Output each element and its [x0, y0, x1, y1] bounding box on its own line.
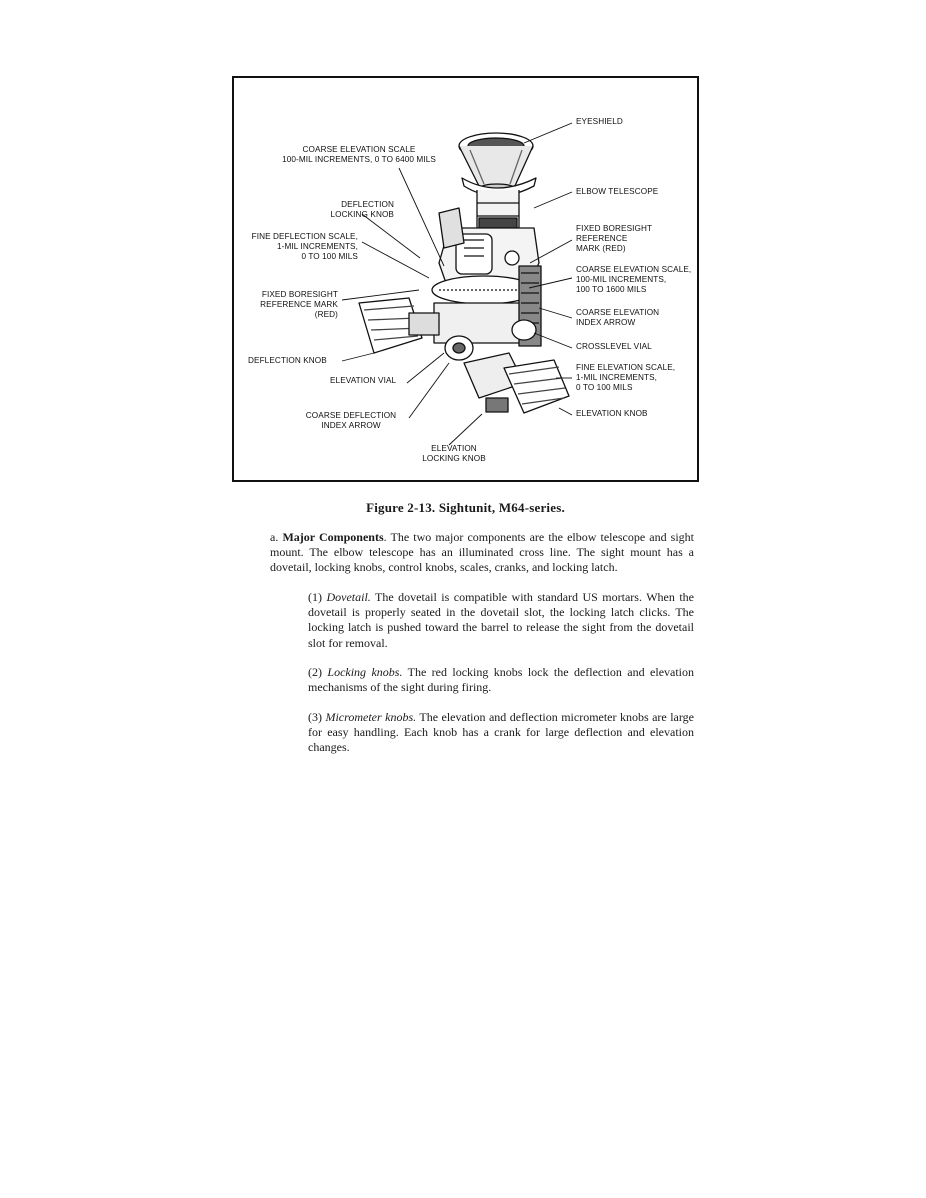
- label-elevation-vial: ELEVATION VIAL: [330, 376, 397, 385]
- label-fine-deflection-scale: FINE DEFLECTION SCALE, 1-MIL INCREMENTS, 0 TO 100 MILS: [251, 232, 358, 261]
- label-fixed-boresight-right: FIXED BORESIGHT REFERENCE MARK (RED): [576, 224, 653, 253]
- label-coarse-elevation-scale-top: COARSE ELEVATION SCALE 100-MIL INCREMENTS, 0 TO 6400 MILS: [282, 145, 436, 164]
- paragraph-dovetail: [308, 590, 694, 651]
- para-heading: Micrometer knobs.: [325, 710, 417, 724]
- para-prefix: (1): [308, 590, 327, 604]
- para-heading: Major Components: [282, 530, 384, 544]
- para-text: The elevation and deflection micrometer knobs are large for easy handling. Each knob has a crank for large deflection and elevation changes.: [308, 710, 694, 755]
- label-elevation-locking-knob: ELEVATION LOCKING KNOB: [422, 444, 486, 463]
- label-deflection-knob: DEFLECTION KNOB: [248, 356, 327, 365]
- label-elbow-telescope: ELBOW TELESCOPE: [576, 187, 659, 196]
- paragraph-micrometer-knobs: [308, 710, 694, 756]
- label-coarse-elevation-index-arrow: COARSE ELEVATION INDEX ARROW: [576, 308, 660, 327]
- label-deflection-locking-knob: DEFLECTION LOCKING KNOB: [330, 200, 394, 219]
- para-text: The dovetail is compatible with standard US mortars. When the dovetail is properly seated in the dovetail slot, the locking latch clicks. The locking latch is pushed toward the barrel to release the sight from the dovetail slot for removal.: [308, 590, 694, 650]
- label-fixed-boresight-left: FIXED BORESIGHT REFERENCE MARK (RED): [260, 290, 338, 319]
- figure-caption: Figure 2-13. Sightunit, M64-series.: [366, 500, 565, 515]
- para-prefix: a.: [270, 530, 283, 544]
- label-fine-elevation-scale: FINE ELEVATION SCALE, 1-MIL INCREMENTS, 0 TO 100 MILS: [576, 363, 676, 392]
- label-elevation-knob: ELEVATION KNOB: [576, 409, 648, 418]
- label-eyeshield: EYESHIELD: [576, 117, 623, 126]
- paragraph-locking-knobs: [308, 665, 694, 695]
- label-coarse-elevation-scale-right: COARSE ELEVATION SCALE, 100-MIL INCREMENTS, 100 TO 1600 MILS: [576, 265, 692, 294]
- para-text: . The two major components are the elbow telescope and sight mount. The elbow telescope has an illuminated cross line. The sight mount has a dovetail, locking knobs, control knobs, scales, cranks, and locking latch.: [270, 530, 695, 575]
- figure-frame: [232, 76, 699, 482]
- para-heading: Dovetail.: [326, 590, 371, 604]
- para-prefix: (2): [308, 665, 328, 679]
- label-coarse-deflection-index-arrow: COARSE DEFLECTION INDEX ARROW: [305, 411, 397, 430]
- para-text: The red locking knobs lock the deflection and elevation mechanisms of the sight during firing.: [308, 665, 695, 695]
- paragraph-major-components: [270, 530, 694, 576]
- para-heading: Locking knobs.: [327, 665, 403, 679]
- label-crosslevel-vial: CROSSLEVEL VIAL: [576, 342, 652, 351]
- para-prefix: (3): [308, 710, 326, 724]
